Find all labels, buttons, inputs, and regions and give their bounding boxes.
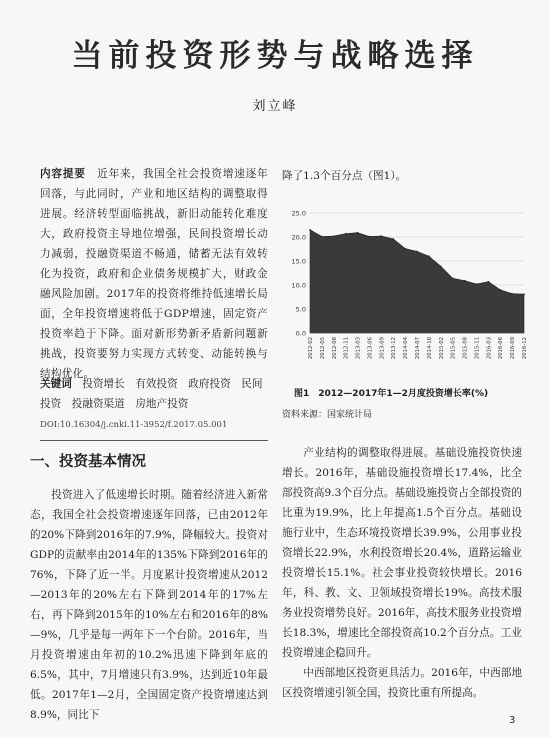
- x-tick-label: 2013-03: [355, 337, 362, 360]
- x-tick-label: 2015-02: [438, 337, 445, 360]
- data-point: [488, 281, 490, 283]
- y-tick-label: 5.0: [295, 305, 306, 314]
- x-tick-label: 2012-05: [319, 337, 326, 360]
- y-tick-label: 10.0: [291, 281, 306, 290]
- page-number: 3: [509, 715, 516, 726]
- data-point: [333, 235, 335, 237]
- divider: [40, 440, 268, 441]
- x-tick-label: 2014-10: [426, 337, 433, 360]
- data-point: [404, 248, 406, 250]
- right-column-body: [282, 443, 522, 703]
- x-tick-label: 2013-06: [367, 337, 374, 360]
- keywords-label: 关键词: [40, 378, 72, 390]
- data-point: [345, 233, 347, 235]
- article-title: 当前投资形势与战略选择: [71, 38, 479, 74]
- data-point: [309, 229, 311, 231]
- x-tick-label: 2012-02: [308, 337, 314, 360]
- data-point: [357, 232, 359, 234]
- x-tick-label: 2016-09: [510, 337, 517, 360]
- abstract: [40, 164, 268, 384]
- figure-source: 资料来源：国家统计局: [282, 410, 373, 420]
- x-tick-label: 2015-11: [474, 337, 481, 360]
- data-point: [381, 235, 383, 237]
- x-tick-label: 2014-07: [415, 337, 421, 360]
- y-tick-label: 20.0: [291, 233, 306, 242]
- right-column-intro: 降了1.3个百分点（图1）。: [282, 170, 407, 182]
- data-point: [452, 277, 454, 279]
- data-point: [369, 236, 371, 238]
- x-tick-label: 2016-03: [486, 337, 493, 360]
- left-column-body: [30, 485, 268, 725]
- abstract-text: 近年来，我国全社会投资增速逐年回落，与此同时，产业和地区结构的调整取得进展。经济转型面临挑战，新旧动能转化难度大，政府投资主导地位增强，民间投资增长动力减弱，投融资渠道不畅通，储蓄无法有效转化为投资，政府和企业债务规模扩大，财政金融风险加剧。2017年的投资将维持低速增长局面，全年投资增速将低于GDP增速，固定资产投资率趋于下降。面对新形势新矛盾新问题新挑战，投资要努力实现方式转变、动能转换与结构优化。: [40, 168, 268, 380]
- data-point: [440, 265, 442, 267]
- area-series: [310, 230, 524, 333]
- data-point: [416, 251, 418, 253]
- x-tick-label: 2013-12: [391, 337, 398, 360]
- x-tick-label: 2012-08: [331, 337, 338, 360]
- data-point: [523, 293, 525, 295]
- x-tick-label: 2013-09: [379, 337, 386, 360]
- data-point: [392, 238, 394, 240]
- paragraph: 投资进入了低速增长时期。随着经济进入新常态，我国全社会投资增速逐年回落，已由2012年的20%下降到2016年的7.9%，降幅较大。投资对GDP的贡献率由2014年的135%下降到2016年的76%，下降了近一半。月度累计投资增速从2012—2013年的20%左右下降到2014年的17%左右，再下降到2015年的10%左右和2016年的8%—9%，几乎是每一两年下一个台阶。2016年，当月投资增速由年初的10.2%迅速下降到年底的6.5%，其中，7月增速只有3.9%，达到近10年最低。2017年1—2月，全国固定资产投资增速达到8.9%，同比下: [30, 489, 268, 721]
- keywords-text: 投资增长 有效投资 政府投资 民间投资 投融资渠道 房地产投资: [40, 378, 263, 410]
- investment-growth-chart: [282, 205, 527, 380]
- paragraph: 中西部地区投资更具活力。2016年，中西部地区投资增速引领全国，投资比重有所提高。: [282, 667, 522, 699]
- y-tick-label: 0.0: [295, 329, 306, 338]
- data-point: [321, 236, 323, 238]
- data-point: [428, 255, 430, 257]
- x-tick-label: 2016-12: [522, 337, 528, 360]
- data-point: [476, 283, 478, 285]
- data-point: [464, 280, 466, 282]
- figure-caption: 图1 2012—2017年1—2月度投资增长率(%): [294, 389, 489, 399]
- x-tick-label: 2014-04: [403, 337, 410, 360]
- author-name: 刘立峰: [252, 99, 298, 114]
- section-heading: 一、投资基本情况: [30, 454, 146, 470]
- x-tick-label: 2012-11: [343, 337, 350, 360]
- paragraph: 产业结构的调整取得进展。基础设施投资快速增长。2016年，基础设施投资增长17.4%，比全部投资高9.3个百分点。基础设施投资占全部投资的比重为19.9%，比上年提高1.5个百分点。基础设施行业中，生态环境投资增长39.9%，公用事业投资增长22.9%，水利投资增长20.4%，道路运输业投资增长15.1%。社会事业投资较快增长。2016年，科、教、文、卫领域投资增长19%。高技术服务业投资增势良好。2016年，高技术服务业投资增长18.3%，增速比全部投资高10.2个百分点。工业投资增速企稳回升。: [282, 447, 522, 659]
- data-point: [499, 289, 501, 291]
- y-tick-label: 15.0: [291, 257, 306, 266]
- x-tick-label: 2015-08: [462, 337, 469, 360]
- data-point: [511, 293, 513, 295]
- doi: DOI:10.16304/j.cnki.11-3952/f.2017.05.001: [40, 420, 228, 430]
- y-tick-label: 25.0: [291, 209, 306, 218]
- x-tick-label: 2016-06: [498, 337, 505, 360]
- abstract-label: 内容提要: [40, 168, 86, 180]
- keywords: [40, 374, 268, 414]
- x-tick-label: 2015-05: [450, 337, 457, 360]
